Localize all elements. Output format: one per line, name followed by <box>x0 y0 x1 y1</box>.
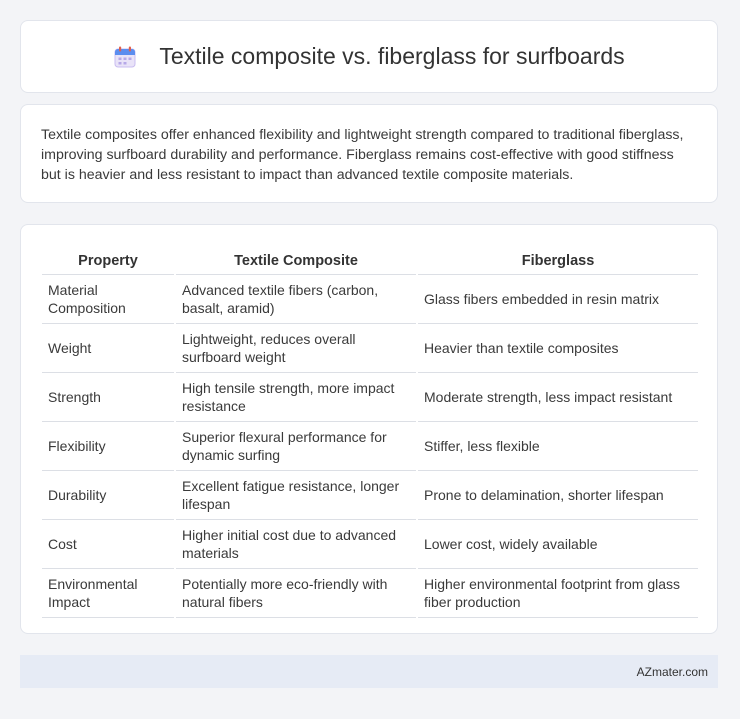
table-row <box>42 373 698 422</box>
table-header-row <box>42 245 698 275</box>
textile-composite-cell: Excellent fatigue resistance, longer lifespan <box>176 471 416 520</box>
column-header-textile-composite: Textile Composite <box>176 245 416 275</box>
property-cell: Material Composition <box>42 275 174 324</box>
page-title: Textile composite vs. fiberglass for surfboards <box>159 43 625 69</box>
title-card <box>20 20 718 93</box>
property-cell: Durability <box>42 471 174 520</box>
property-cell: Cost <box>42 520 174 569</box>
fiberglass-cell: Stiffer, less flexible <box>418 422 698 471</box>
property-cell: Strength <box>42 373 174 422</box>
summary-text: Textile composites offer enhanced flexibility and lightweight strength compared to traditional fiberglass, improving surfboard durability and performance. Fiberglass remains cost-effective with good stiffness but is heavier and less resistant to impact than advanced textile composite materials. <box>41 127 684 183</box>
table-row <box>42 569 698 618</box>
column-header-fiberglass: Fiberglass <box>418 245 698 275</box>
property-cell: Flexibility <box>42 422 174 471</box>
table-row <box>42 471 698 520</box>
property-cell: Environmental Impact <box>42 569 174 618</box>
comparison-table <box>40 245 700 618</box>
textile-composite-cell: Advanced textile fibers (carbon, basalt, aramid) <box>176 275 416 324</box>
table-row <box>42 422 698 471</box>
fiberglass-cell: Glass fibers embedded in resin matrix <box>418 275 698 324</box>
textile-composite-cell: Superior flexural performance for dynamic surfing <box>176 422 416 471</box>
fiberglass-cell: Prone to delamination, shorter lifespan <box>418 471 698 520</box>
title-wrap <box>113 43 624 70</box>
textile-composite-cell: Higher initial cost due to advanced materials <box>176 520 416 569</box>
fiberglass-cell: Higher environmental footprint from glass fiber production <box>418 569 698 618</box>
footer <box>20 655 718 688</box>
textile-composite-cell: Lightweight, reduces overall surfboard weight <box>176 324 416 373</box>
comparison-table-card <box>20 224 718 634</box>
summary-card <box>20 104 718 203</box>
textile-composite-cell: High tensile strength, more impact resistance <box>176 373 416 422</box>
fiberglass-cell: Heavier than textile composites <box>418 324 698 373</box>
column-header-property: Property <box>42 245 174 275</box>
property-cell: Weight <box>42 324 174 373</box>
footer-brand: AZmater.com <box>636 664 708 679</box>
calendar-icon <box>113 45 137 69</box>
fiberglass-cell: Lower cost, widely available <box>418 520 698 569</box>
textile-composite-cell: Potentially more eco-friendly with natural fibers <box>176 569 416 618</box>
fiberglass-cell: Moderate strength, less impact resistant <box>418 373 698 422</box>
table-row <box>42 275 698 324</box>
table-row <box>42 324 698 373</box>
table-row <box>42 520 698 569</box>
